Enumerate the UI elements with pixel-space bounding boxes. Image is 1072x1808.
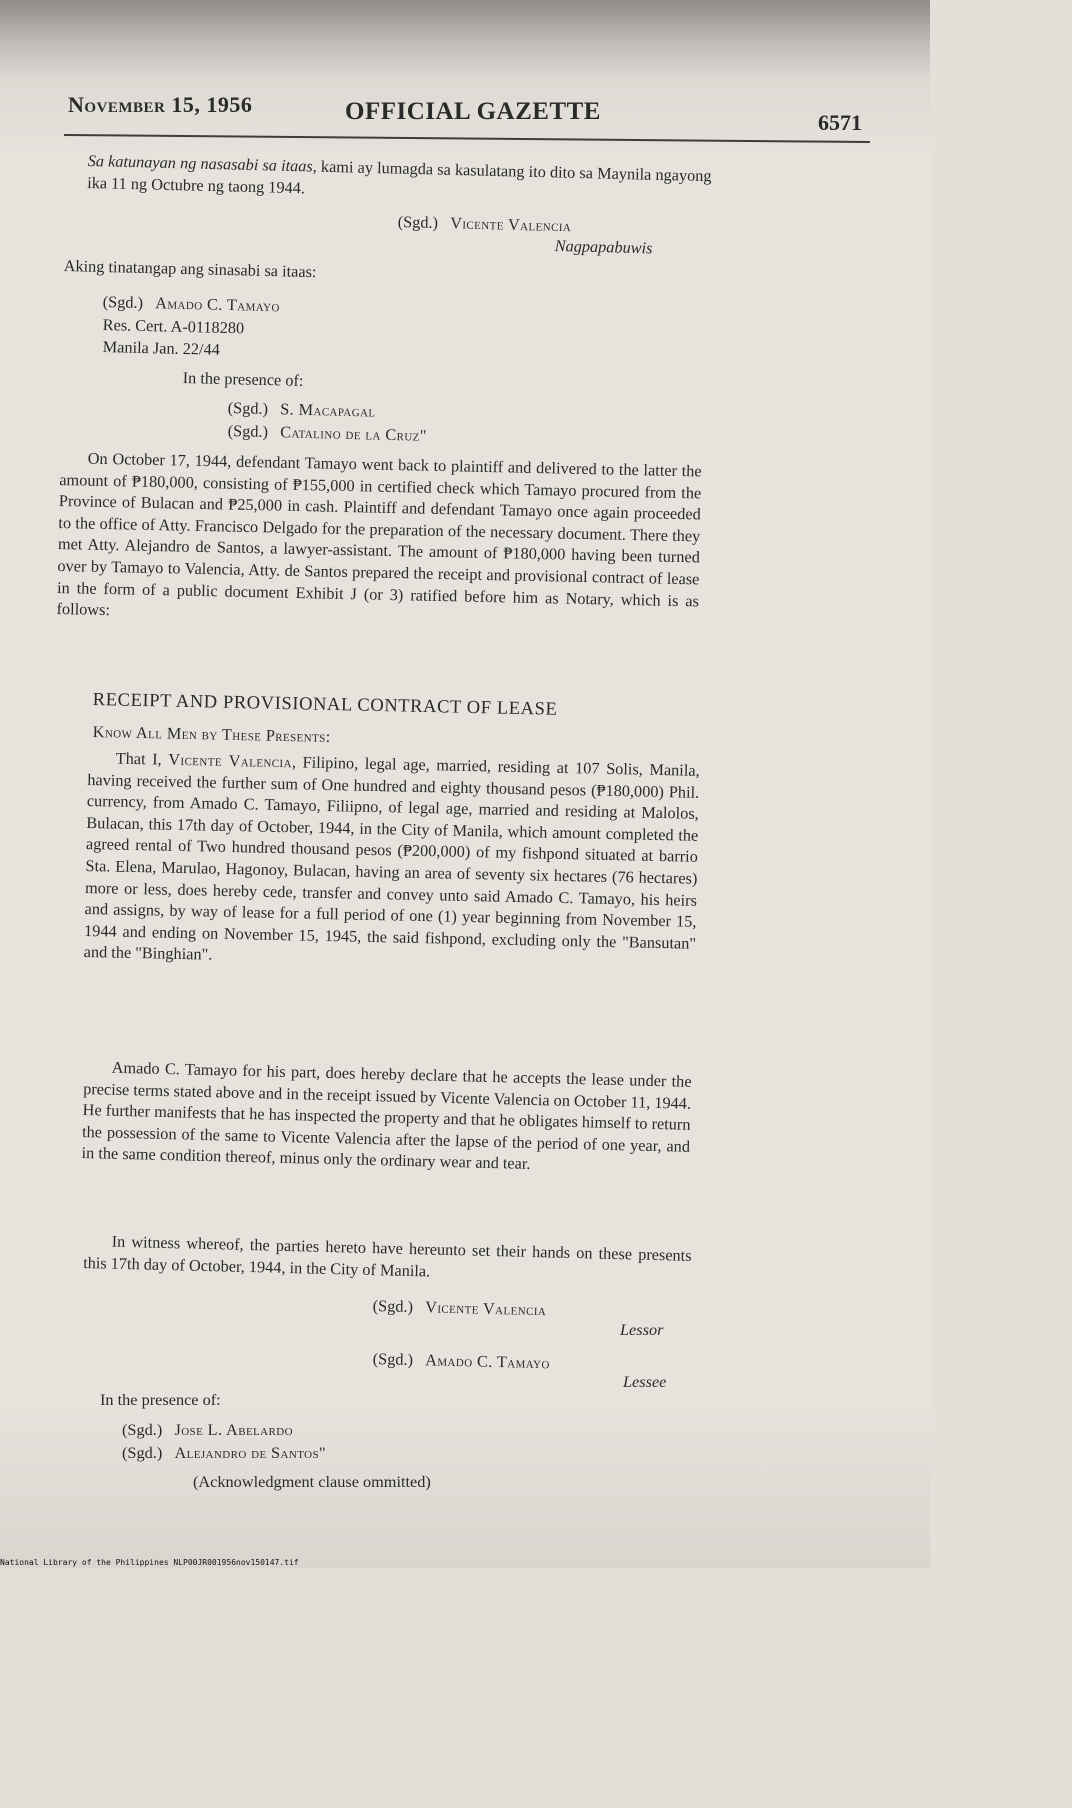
scan-footer: National Library of the Philippines NLP00JR001956nov150147.tif	[0, 1558, 299, 1567]
acknowledgment-clause: (Acknowledgment clause ommitted)	[193, 1472, 431, 1491]
witness-sgd: (Sgd.)	[122, 1443, 163, 1462]
contract-paragraph-2	[81, 1056, 691, 1179]
witness-sgd: (Sgd.)	[227, 421, 269, 441]
witness-name: S. Macapagal	[279, 399, 376, 421]
header-gazette-title: OFFICIAL GAZETTE	[345, 98, 601, 125]
attestation-sgd: (Sgd.)	[102, 292, 144, 312]
header-rule	[64, 134, 870, 143]
presence-label-2: In the presence of:	[100, 1390, 221, 1409]
witness-sgd: (Sgd.)	[122, 1420, 163, 1439]
first-signature-sgd: (Sgd.)	[397, 212, 439, 232]
lessor-name: Vicente Valencia	[424, 1297, 547, 1320]
witness-name: Alejandro de Santos"	[174, 1443, 327, 1462]
contract-title: RECEIPT AND PROVISIONAL CONTRACT OF LEASE	[92, 690, 558, 720]
intro-paragraph	[87, 150, 712, 208]
presence-2-witness-1	[122, 1420, 293, 1440]
lessor-role: Lessor	[620, 1320, 664, 1339]
contract-para1-text: , Filipino, legal age, married, residing at 107 Solis, Manila, having received the further sum of One hundred and eighty thousand pesos (₱180,000) Phil. currency, from Amado C. Tamayo, Filiipno, of legal age, married and residing at Malolos, Bulacan, this 17th day of October, 1944, in the City of Manila, which amount completed the agreed rental of Two hundred thousand pesos (₱200,000) of my fishpond situated at barrio Sta. Elena, Marulao, Hagonoy, Bulacan, having an area of seventy six hectares (76 hectares) more or less, does hereby cede, transfer and convey unto said Amado C. Tamayo, his heirs and assigns, by way of lease for a full period of one (1) year beginning from November 15, 1944 and ending on November 15, 1945, the said fishpond, excluding only the "Bansutan" and the "Binghian".	[83, 752, 700, 964]
contract-paragraph-1	[83, 747, 699, 976]
presence-2-witness-2	[122, 1443, 326, 1463]
lessor-sgd: (Sgd.)	[372, 1296, 414, 1316]
presence-1-witness-1	[228, 398, 376, 422]
contract-para1-name: Vicente Valencia	[168, 749, 293, 772]
witness-name: Catalino de la Cruz"	[279, 422, 428, 445]
witness-sgd: (Sgd.)	[227, 398, 269, 418]
lessee-signature	[373, 1349, 551, 1373]
lessee-name: Amado C. Tamayo	[424, 1350, 551, 1373]
first-signature-role: Nagpapabuwis	[554, 236, 653, 258]
first-signature-name: Vicente Valencia	[449, 213, 572, 236]
narrative-text: On October 17, 1944, defendant Tamayo went back to plaintiff and delivered to the latter the amount of ₱180,000, consisting of ₱155,000 in certified check which Tamayo procured from the Province of Bulacan and ₱25,000 in cash. Plaintiff and defendant Tamayo once again proceeded to the office of Atty. Francisco Delgado for the preparation of the necessary document. There they met Atty. Alejandro de Santos, a lawyer-assistant. The amount of ₱180,000 having been turned over by Tamayo to Valencia, Atty. de Santos prepared the receipt and provisional contract of lease in the form of a public document Exhibit J (or 3) ratified before him as Notary, which is as follows:	[56, 448, 702, 620]
contract-know-all: Know All Men by These Presents:	[92, 722, 331, 746]
lessee-role: Lessee	[623, 1372, 667, 1391]
narrative-paragraph	[56, 447, 701, 633]
lessee-sgd: (Sgd.)	[372, 1349, 414, 1369]
attestation-res-cert: Res. Cert. A-0118280	[102, 315, 245, 338]
intro-text: kami ay lumagda sa kasulatang ito dito sa Maynila ngayong ika 11 ng Octubre ng taong 1944.	[86, 156, 712, 197]
attestation-place-date: Manila Jan. 22/44	[102, 337, 221, 359]
contract-para3-text: In witness whereof, the parties hereto have hereunto set their hands on these presents this 17th day of October, 1944, in the City of Manila.	[82, 1231, 692, 1281]
header-page-number: 6571	[818, 110, 862, 135]
lessor-signature	[373, 1296, 547, 1320]
presence-label-1: In the presence of:	[182, 368, 304, 390]
attestation-line: Aking tinatangap ang sinasabi sa itaas:	[63, 256, 317, 282]
contract-para1-lead: That I,	[115, 748, 169, 769]
contract-paragraph-3	[83, 1230, 692, 1288]
intro-italic-lead: Sa katunayan ng nasasabi sa itaas,	[87, 150, 318, 176]
contract-para2-text: Amado C. Tamayo for his part, does hereby declare that he accepts the lease under the precise terms stated above and in the receipt issued by Vicente Valencia on October 11, 1944. He further manifests that he has inspected the property and that he obligates himself to return the possession of the same to Vicente Valencia after the lapse of the period of one year, and in the same condition thereof, minus only the ordinary wear and tear.	[81, 1057, 692, 1174]
presence-1-witness-2	[228, 421, 428, 446]
witness-name: Jose L. Abelardo	[174, 1420, 293, 1439]
header-date: November 15, 1956	[68, 92, 253, 117]
attestation-signature	[103, 292, 281, 316]
attestation-name: Amado C. Tamayo	[154, 293, 281, 316]
first-signature-line	[398, 212, 572, 236]
